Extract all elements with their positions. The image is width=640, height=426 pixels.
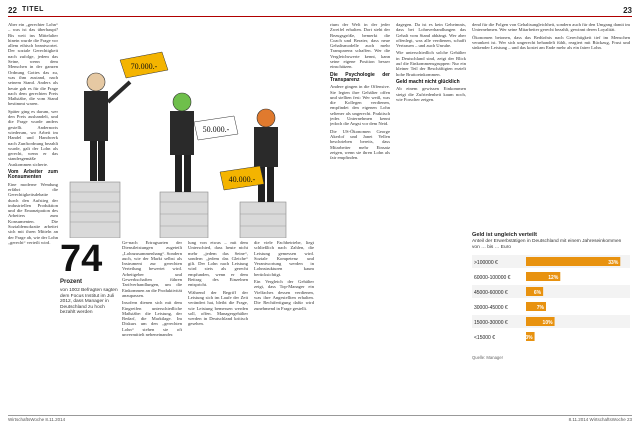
income-distribution-chart: [472, 232, 630, 360]
coin-stack-middle: [160, 192, 208, 238]
footer-left: WirtschaftsWoche 8.11.2014: [8, 417, 66, 422]
big-number: 74: [60, 238, 103, 280]
paragraph: dend für die Folgen von Gehaltsungleichheit, sondern auch für den Umgang damit im Unternehmen. Wer seine Mitarbeiter gerecht bezahlt, gewinnt deren Loyalität.: [472, 22, 630, 33]
salary-tag-50000: [194, 116, 238, 140]
paragraph: Eine moderne Wendung erfährt die Gerechtigkeitsdebatte durch den Aufstieg der industriellen Produktion und die Emanzipation des Arbeiters zum Konsumenten. Die Sozialdemokratie arbeitet sich mit ihren Mitteln an der Frage ab, wie der Lohn „gerecht“ verteilt wird.: [8, 181, 58, 245]
coin-stack-right: [240, 202, 286, 238]
article-column-3: [188, 240, 248, 408]
footer-right: 8.11.2014 WirtschaftsWoche 23: [568, 417, 632, 422]
article-column-5: [330, 22, 390, 407]
big-number-label: Prozent: [60, 279, 83, 285]
salary-tag-label: 70.000.-: [130, 62, 158, 71]
article-column-2: [122, 240, 182, 408]
figure-left: [84, 73, 130, 181]
chart-value-label: 7%: [536, 305, 544, 312]
paragraph: Insofern dienen sich mit dem Eingreifen unterschiedliche Maßstäbe: die Leistung, der Bedarf, die Marktlage. Im Diskurs um den „gerechten Lohn“ stehen sie oft unvermittelt nebeneinander.: [122, 300, 182, 338]
chart-value-label: 10%: [542, 320, 553, 327]
paragraph: lung von etwas – mit dem Unterschied, dass heute nicht mehr „jedem das Seine“, sondern „jedem das Gleiche“ gilt. Der Lohn nach Leistung wird stets als gerecht empfunden, wenn er dem Beitrag des Einzelnen entspricht.: [188, 240, 248, 288]
paragraph: rium der Welt in der jeder Zweifel erhalten. Dort steht der Bezugsgröße, bemerkt die Coach und Berater, dass neue Gehaltsmodelle auch mehr Transparenz schaffen. Wer die Vergleichswerte kennt, kann seine eigene Position besser einschätzen.: [330, 22, 390, 70]
paragraph: Aber ein „gerechter Lohn“ – was ist das überhaupt? Bis weit ins Mittelalter hinein wurde die Frage vor allem ethisch beantwortet. Der soziale Gerechtigkeit nach zufolge, jedem das Seine, wenn dem Menschen in der ganzen Ordnung Gottes das zu, was ihm zustand, nach seinem Stand. Anders als heute gab es für die Frage nach dem gerechten Preis Maßstäbe, die vom Stand bestimmt waren.: [8, 22, 58, 107]
chart-value-label: 6%: [533, 290, 542, 297]
footer-rule: [8, 415, 632, 416]
big-number-description: von 1002 Befragten sagten dem Focus Institut im Juli 2012, dass Manager in Deutschland zu hoch bezahlt werden: [60, 288, 118, 316]
chart-category-label: <15000 €: [474, 335, 495, 342]
illustration: [60, 22, 310, 238]
page-number-left: 22: [8, 6, 17, 15]
chart-value-label: 3%: [525, 335, 533, 342]
paragraph: Wie unterschiedlich solche Gehälter in Deutschland sind, zeigt der Blick auf die Einkommensgruppen: Nur ein kleiner Teil der Beschäftigten erzielt hohe Bruttoeinkommen.: [396, 50, 466, 77]
chart-value-label: 12%: [548, 275, 559, 282]
chart-category-label: 45000-60000 €: [474, 290, 508, 297]
article-column-7: [472, 22, 630, 227]
page-number-right: 23: [623, 6, 632, 15]
chart-subtitle: Anteil der Erwerbstätigen in Deutschland mit einem Jahreseinkommen von … bis … Euro: [472, 239, 622, 250]
coin-stack-left: [70, 182, 120, 238]
salary-tag-label: 50.000.-: [202, 125, 230, 134]
salary-tag-70000: [120, 52, 168, 78]
paragraph: Ökonomen betonen, dass das Bedürfnis nach Gerechtigkeit tief im Menschen verankert ist. Wer sich ungerecht behandelt fühlt, reagiert mit Rückzug, Frust und sinkender Leistung – und das kostet am Ende mehr als ein fairer Lohn.: [472, 34, 630, 51]
article-column-1: [8, 22, 58, 407]
chart-title: Geld ist ungleich verteilt: [472, 232, 537, 238]
chart-category-label: 60000-100000 €: [474, 275, 511, 282]
chart-source: Quelle: Manager: [472, 355, 503, 361]
salary-tag-40000: [220, 166, 264, 190]
figure-right: [254, 109, 278, 202]
article-column-4: [254, 240, 314, 408]
chart-category-label: 30000-45000 €: [474, 305, 508, 312]
chart-bar: [526, 257, 620, 266]
paragraph: Die US-Ökonomen George Akerlof und Janet Yellen beschrieben bereits, dass Mitarbeiter mehr Einsatz zeigen, wenn sie ihren Lohn als fair empfinden.: [330, 128, 390, 161]
subheading: Vom Arbeiter zum Konsumenten: [8, 169, 58, 181]
subheading: Geld macht nicht glücklich: [396, 78, 460, 85]
paragraph: Ab einem gewissen Einkommen steigt die Zufriedenheit kaum noch, wie Forscher zeigen.: [396, 86, 466, 102]
paragraph: Ein Vergleich der Gehälter zeigt, dass Top-Manager ein Vielfaches dessen verdienen, was ihre Angestellten erhalten. Die Rechtfertigung dafür wird zunehmend in Frage gestellt.: [254, 279, 314, 311]
paragraph: Ge-nach Ertragsarten der Dienstleistungen zugeteilt „Lohnzusammenhang“. Sondern auch, wie der Markt selbst als Instrument zur gerechten Verteilung bewertet wird. Arbeitgeber und Gewerkschaften führen Tarifverhandlungen, um die Einkommen an die Produktivität anzupassen.: [122, 240, 182, 298]
paragraph: die viele Fachbetriebe, liegt schließlich nach Zahlen, die Leistung gemessen wird. Soziale Kompetenz und Verantwortung werden in Lohnstrukturen kaum berücksichtigt.: [254, 240, 314, 277]
paragraph: Später ging es darum, wer den Preis aushandelt, und die Frage wurde anders gestellt. Andernorts wiederum, wo Arbeit im Handel und Handwerk nach Zunftordnung bezahlt wurde, galt der Lohn als gerecht, wenn er das standesgemäße Auskommen sicherte.: [8, 108, 58, 167]
paragraph: Andere gingen in die Offensive. Sie legten ihre Gehälter offen und stellten fest: Wer weiß, was die Kollegen verdienen, empfindet den eigenen Lohn seltener als ungerecht. Praktisch jedes Unternehmen kennt jedoch die Angst vor dem Neid.: [330, 84, 390, 127]
chart-category-label: >100000 €: [474, 260, 498, 267]
figure-middle: [170, 93, 194, 192]
chart-value-label: 33%: [608, 260, 619, 267]
header-rule: [8, 16, 632, 17]
paragraph: Während der Begriff der Leistung sich im Laufe der Zeit verändert hat, bleibt die Frage, wie Leistung bemessen werden soll, offen. Managergehälter werden in Deutschland kritisch gesehen.: [188, 289, 248, 327]
paragraph: dagegen. Da ist es kein Geheimnis, dass bei Lohnverhandlungen das Gehalt vom Stand abhängt. Wer aber offenlegt, was alle verdienen, schafft Vertrauen – und auch Unruhe.: [396, 22, 466, 49]
chart-category-label: 15000-30000 €: [474, 320, 508, 327]
chart-row-background: [472, 330, 630, 343]
chart-plot: [472, 253, 630, 349]
section-title: TITEL: [22, 6, 44, 13]
article-column-6: [396, 22, 466, 407]
subheading: Die Psychologie der Transparenz: [330, 71, 390, 83]
salary-tag-label: 40.000.-: [228, 175, 256, 184]
